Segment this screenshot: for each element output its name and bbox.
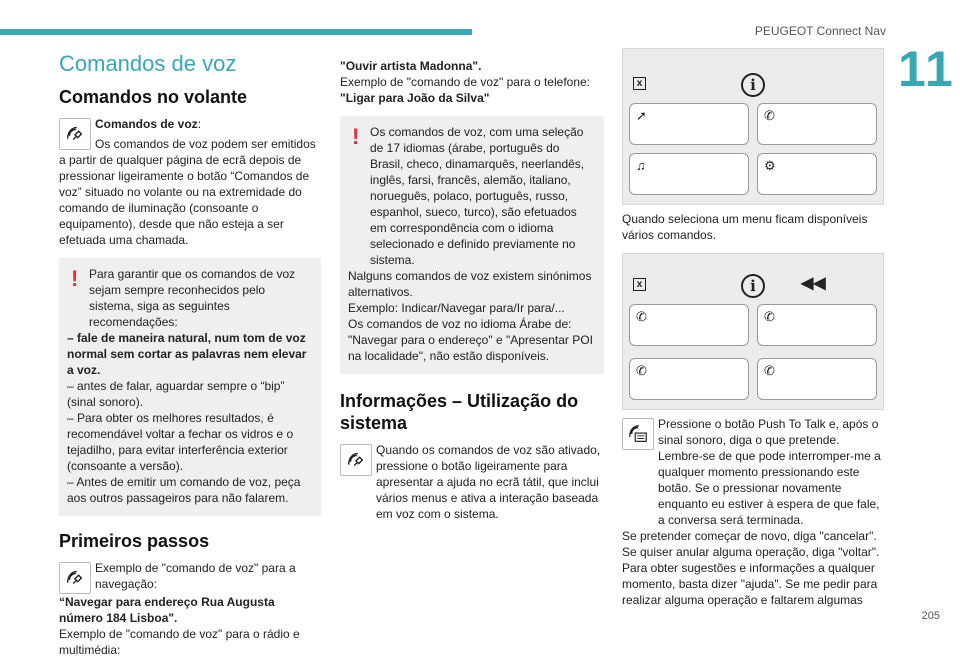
menu-tile-settings [757,153,877,195]
header-brand: PEUGEOT Connect Nav [754,24,886,38]
push-to-talk-icon [622,418,654,450]
section-title-steering: Comandos no volante [59,87,248,107]
warning-bullet-2: – antes de falar, aguardar sempre o “bip” (sinal sonoro). [67,379,285,409]
cancel-instruction: Se pretender começar de novo, diga "cancelar". [622,529,877,543]
info-icon: i [741,274,765,298]
voice-command-label: Comandos de voz [95,117,198,131]
menu-tile-navigation [629,103,749,145]
gear-icon: ⚙ [764,158,776,173]
command-tile-4 [757,358,877,400]
column-1 [59,51,321,658]
column-2 [340,58,604,522]
phone-icon: ✆ [764,108,775,123]
help-instruction: Para obter sugestões e informações a qualquer momento, basta dizer "ajuda". Se me pedir para realizar alguma operação e faltarem algumas [622,561,878,607]
section-title-first-steps: Primeiros passos [59,531,210,551]
close-icon: x [633,77,646,90]
voice-menu-screen-1 [622,48,884,205]
arabic-note: Os comandos de voz no idioma Árabe de: "Navegar para o endereço" e "Apresentar POI na localidade", não estão disponíveis. [348,317,593,363]
voice-command-icon [340,444,372,476]
back-instruction: Se quiser anular alguma operação, diga "voltar". [622,545,880,559]
warning-icon: ! [71,266,79,291]
command-tile-3 [629,358,749,400]
close-icon: x [633,278,646,291]
info-lead: Quando os comandos de voz são ativado, pressione o botão ligeiramente para apresentar a ajuda no ecrã tátil, que inclui vários menus e ativa a interação baseada em voz com o sistema. [376,443,601,521]
back-icon: ◀◀ [801,275,826,292]
section-title-info: Informações – Utilização do sistema [340,391,579,433]
panel-caption: Quando seleciona um menu ficam disponíveis vários comandos. [622,212,868,242]
warning-lead: Para garantir que os comandos de voz sejam sempre reconhecidos pelo sistema, siga as seguintes recomendações: [89,267,296,329]
navigation-example: “Navegar para endereço Rua Augusta número 184 Lisboa". [59,595,275,625]
voice-command-paragraph: Os comandos de voz podem ser emitidos a partir de qualquer página de ecrã depois de pressionar ligeiramente o botão “Comandos de voz” situado no volante ou na extremidade do comando de iluminação (consoante o equipamento), desde que não esteja a ser efetuada uma chamada. [59,137,316,247]
phone-icon: ✆ [764,363,775,378]
phone-icon: ✆ [636,309,647,324]
command-tile-2 [757,304,877,346]
voice-command-icon [59,562,91,594]
warning-bullet-3: – Para obter os melhores resultados, é recomendável voltar a fechar os vidros e o tejadilho, para evitar interferência exterior (consoante a versão). [67,411,294,473]
phone-example: "Ligar para João da Silva" [340,91,490,105]
voice-menu-screen-2 [622,253,884,410]
music-note-icon: ♫ [636,158,646,173]
synonyms-example: Exemplo: Indicar/Navegar para/Ir para/... [348,301,565,315]
push-to-talk-lead: Pressione o botão Push To Talk e, após o sinal sonoro, diga o que pretende. Lembre-se de que pode interromper-me a qualquer momento pressionando este botão. Se o pressionar novamente enquanto eu estiver à espera de que fale, a conversa será terminada. [658,417,881,527]
synonyms-note: Nalguns comandos de voz existem sinónimos alternativos. [348,269,592,299]
first-steps-intro [59,560,321,594]
radio-example: "Ouvir artista Madonna". [340,59,482,73]
radio-example-intro: Exemplo de "comando de voz" para o rádio e multimédia: [59,627,300,657]
warning-box-recommendations [59,258,321,516]
column-3 [622,48,884,608]
command-tile-1 [629,304,749,346]
voice-command-icon [59,118,91,150]
info-intro [340,442,604,522]
menu-tile-phone [757,103,877,145]
navigation-icon: ➚ [636,108,647,123]
phone-icon: ✆ [764,309,775,324]
info-icon: i [741,73,765,97]
warning-icon: ! [352,124,360,149]
page-number: 205 [921,610,940,622]
warning-bullet-4: – Antes de emitir um comando de voz, peça aos outros passageiros para não falarem. [67,475,301,505]
menu-tile-media [629,153,749,195]
header-accent-bar [0,29,472,35]
phone-icon: ✆ [636,363,647,378]
warning-box-languages [340,116,604,374]
chapter-number: 11 [898,41,955,97]
push-to-talk-intro [622,416,884,528]
page-title: Comandos de voz [59,51,237,76]
phone-example-intro: Exemplo de "comando de voz" para o telefone: [340,75,591,89]
voice-command-colon: : [197,117,202,131]
languages-lead: Os comandos de voz, com uma seleção de 17 idiomas (árabe, português do Brasil, checo, dinamarquês, neerlandês, inglês, farsi, francês, alemão, italiano, norueguês, polaco, português, russo, espanhol, sueco, turco), são efetuados em correspondência com o idioma selecionado e definido previamente no sistema. [370,125,585,267]
first-steps-lead: Exemplo de "comando de voz" para a navegação: [95,561,296,591]
warning-bullet-1: – fale de maneira natural, num tom de voz normal sem cortar as palavras nem elevar a voz. [67,331,307,377]
